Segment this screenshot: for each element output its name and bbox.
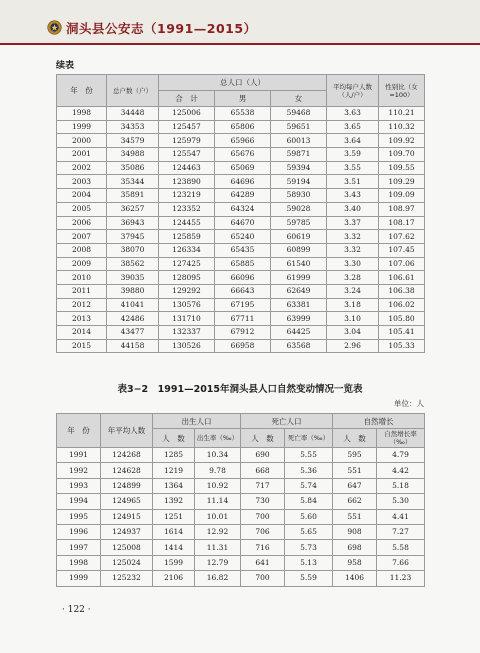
col-birth-count: 人 数 xyxy=(153,429,195,448)
table-row xyxy=(57,298,425,312)
table-row xyxy=(57,571,425,586)
table-cell: 2011 xyxy=(57,284,107,298)
table-cell: 12.79 xyxy=(195,555,241,570)
page-title: 洞头县公安志（1991—2015） xyxy=(66,21,257,36)
table-row xyxy=(57,202,425,216)
table-cell: 124455 xyxy=(159,216,215,230)
table-cell: 10.01 xyxy=(195,509,241,524)
table-cell: 106.61 xyxy=(379,271,425,285)
table-cell: 1996 xyxy=(57,524,101,539)
table-cell: 41041 xyxy=(107,298,159,312)
table-cell: 9.78 xyxy=(195,463,241,478)
table-row xyxy=(57,284,425,298)
table-cell: 67912 xyxy=(215,326,271,340)
table-row xyxy=(57,540,425,555)
table-cell: 1364 xyxy=(153,478,195,493)
table-cell: 3.55 xyxy=(327,161,379,175)
table-cell: 908 xyxy=(333,524,377,539)
table-cell: 67711 xyxy=(215,312,271,326)
table-cell: 3.37 xyxy=(327,216,379,230)
natural-change-table xyxy=(56,413,425,587)
table-cell: 2015 xyxy=(57,339,107,353)
table-cell: 125232 xyxy=(101,571,153,586)
col-male: 男 xyxy=(215,91,271,107)
table-cell: 105.33 xyxy=(379,339,425,353)
table-cell: 123890 xyxy=(159,175,215,189)
table-cell: 125979 xyxy=(159,134,215,148)
table-cell: 125024 xyxy=(101,555,153,570)
table-cell: 1285 xyxy=(153,448,195,463)
table-row xyxy=(57,463,425,478)
table-cell: 66958 xyxy=(215,339,271,353)
table-cell: 1251 xyxy=(153,509,195,524)
table-cell: 64696 xyxy=(215,175,271,189)
table-cell: 65069 xyxy=(215,161,271,175)
table-cell: 1599 xyxy=(153,555,195,570)
table-row xyxy=(57,524,425,539)
table-cell: 551 xyxy=(333,509,377,524)
table-cell: 65676 xyxy=(215,148,271,162)
table-cell: 641 xyxy=(241,555,285,570)
table-cell: 64425 xyxy=(271,326,327,340)
table-cell: 3.32 xyxy=(327,243,379,257)
table-cell: 2013 xyxy=(57,312,107,326)
table-cell: 668 xyxy=(241,463,285,478)
table-cell: 64324 xyxy=(215,202,271,216)
table-cell: 1614 xyxy=(153,524,195,539)
table-cell: 129292 xyxy=(159,284,215,298)
table-cell: 35891 xyxy=(107,189,159,203)
table-cell: 7.66 xyxy=(377,555,425,570)
table2-title: 表3−2 1991—2015年洞头县人口自然变动情况一览表 xyxy=(117,384,363,395)
table-cell: 5.74 xyxy=(285,478,333,493)
table-row xyxy=(57,148,425,162)
table-row xyxy=(57,230,425,244)
table-cell: 42486 xyxy=(107,312,159,326)
table-cell: 110.32 xyxy=(379,120,425,134)
col-death-rate: 死亡率（‰） xyxy=(285,429,333,448)
table-cell: 1995 xyxy=(57,509,101,524)
table-cell: 2014 xyxy=(57,326,107,340)
table-cell: 12.92 xyxy=(195,524,241,539)
table-cell: 11.23 xyxy=(377,571,425,586)
table-cell: 59651 xyxy=(271,120,327,134)
table-cell: 2009 xyxy=(57,257,107,271)
table-row xyxy=(57,175,425,189)
table-cell: 706 xyxy=(241,524,285,539)
table-cell: 690 xyxy=(241,448,285,463)
table-cell: 124965 xyxy=(101,494,153,509)
col-year: 年 份 xyxy=(57,414,101,448)
col-avg-per-household: 平均每户人数（人/户） xyxy=(327,75,379,107)
table-row xyxy=(57,216,425,230)
table-cell: 717 xyxy=(241,478,285,493)
table-cell: 60899 xyxy=(271,243,327,257)
table-cell: 3.28 xyxy=(327,271,379,285)
table-cell: 698 xyxy=(333,540,377,555)
table-cell: 65538 xyxy=(215,107,271,121)
table-cell: 36257 xyxy=(107,202,159,216)
table-row xyxy=(57,161,425,175)
table-cell: 44158 xyxy=(107,339,159,353)
table-cell: 5.30 xyxy=(377,494,425,509)
table-cell: 107.45 xyxy=(379,243,425,257)
table-cell: 59871 xyxy=(271,148,327,162)
table-cell: 3.40 xyxy=(327,202,379,216)
table-cell: 1392 xyxy=(153,494,195,509)
table-cell: 5.73 xyxy=(285,540,333,555)
table-row xyxy=(57,448,425,463)
table-cell: 5.13 xyxy=(285,555,333,570)
col-households: 总户数（户） xyxy=(107,75,159,107)
table-row xyxy=(57,478,425,493)
col-natural-rate: 自然增长率（‰） xyxy=(377,429,425,448)
table-cell: 65240 xyxy=(215,230,271,244)
table-cell: 105.41 xyxy=(379,326,425,340)
table-cell: 125006 xyxy=(159,107,215,121)
table-cell: 60619 xyxy=(271,230,327,244)
table-cell: 131710 xyxy=(159,312,215,326)
table-cell: 125547 xyxy=(159,148,215,162)
table-cell: 700 xyxy=(241,509,285,524)
table-cell: 124937 xyxy=(101,524,153,539)
table-cell: 59394 xyxy=(271,161,327,175)
table-cell: 106.02 xyxy=(379,298,425,312)
table-cell: 10.92 xyxy=(195,478,241,493)
table-cell: 43477 xyxy=(107,326,159,340)
table-cell: 3.32 xyxy=(327,230,379,244)
table-cell: 5.58 xyxy=(377,540,425,555)
table-cell: 126334 xyxy=(159,243,215,257)
table-cell: 551 xyxy=(333,463,377,478)
table-cell: 3.64 xyxy=(327,134,379,148)
col-sex-ratio: 性别比（女=100） xyxy=(379,75,425,107)
table-cell: 123352 xyxy=(159,202,215,216)
table-cell: 124915 xyxy=(101,509,153,524)
table-cell: 11.31 xyxy=(195,540,241,555)
table-cell: 2106 xyxy=(153,571,195,586)
table-row xyxy=(57,494,425,509)
table-cell: 38562 xyxy=(107,257,159,271)
table-cell: 3.51 xyxy=(327,175,379,189)
table-cell: 647 xyxy=(333,478,377,493)
table-row xyxy=(57,134,425,148)
population-table xyxy=(56,74,425,353)
table-row xyxy=(57,509,425,524)
table-cell: 124628 xyxy=(101,463,153,478)
table-cell: 2000 xyxy=(57,134,107,148)
table-cell: 124463 xyxy=(159,161,215,175)
table-cell: 127425 xyxy=(159,257,215,271)
table-cell: 61999 xyxy=(271,271,327,285)
col-population: 总人口（人） xyxy=(159,75,327,91)
table-cell: 34353 xyxy=(107,120,159,134)
table-row xyxy=(57,257,425,271)
table-cell: 716 xyxy=(241,540,285,555)
table-cell: 7.27 xyxy=(377,524,425,539)
table-cell: 66096 xyxy=(215,271,271,285)
unit-label: 单位：人 xyxy=(394,399,424,408)
table-cell: 1994 xyxy=(57,494,101,509)
table-cell: 1998 xyxy=(57,555,101,570)
table-cell: 109.70 xyxy=(379,148,425,162)
table-cell: 64670 xyxy=(215,216,271,230)
table-cell: 730 xyxy=(241,494,285,509)
col-birth-rate: 出生率（‰） xyxy=(195,429,241,448)
table-cell: 132337 xyxy=(159,326,215,340)
table-cell: 5.65 xyxy=(285,524,333,539)
table-cell: 35086 xyxy=(107,161,159,175)
col-natural-increase: 自然增长 xyxy=(333,414,425,429)
table-cell: 63381 xyxy=(271,298,327,312)
table-row xyxy=(57,189,425,203)
table-cell: 958 xyxy=(333,555,377,570)
table-cell: 3.10 xyxy=(327,312,379,326)
table-continued-label: 续表 xyxy=(56,61,75,71)
table-row xyxy=(57,312,425,326)
table-cell: 5.60 xyxy=(285,509,333,524)
table-cell: 61540 xyxy=(271,257,327,271)
table-cell: 4.42 xyxy=(377,463,425,478)
table-cell: 60013 xyxy=(271,134,327,148)
table-cell: 38070 xyxy=(107,243,159,257)
table-cell: 5.18 xyxy=(377,478,425,493)
table-cell: 34448 xyxy=(107,107,159,121)
table-cell: 107.06 xyxy=(379,257,425,271)
table-cell: 5.55 xyxy=(285,448,333,463)
table-cell: 1414 xyxy=(153,540,195,555)
table-cell: 3.30 xyxy=(327,257,379,271)
table-cell: 2001 xyxy=(57,148,107,162)
table-cell: 65885 xyxy=(215,257,271,271)
table-cell: 123219 xyxy=(159,189,215,203)
table-cell: 125859 xyxy=(159,230,215,244)
table-row xyxy=(57,243,425,257)
table-cell: 10.34 xyxy=(195,448,241,463)
table-cell: 1999 xyxy=(57,571,101,586)
table-cell: 662 xyxy=(333,494,377,509)
table-cell: 39035 xyxy=(107,271,159,285)
table-cell: 11.14 xyxy=(195,494,241,509)
col-year: 年 份 xyxy=(57,75,107,107)
table-cell: 124899 xyxy=(101,478,153,493)
table-cell: 67195 xyxy=(215,298,271,312)
table-cell: 2005 xyxy=(57,202,107,216)
header-rule xyxy=(0,43,480,45)
table-cell: 2003 xyxy=(57,175,107,189)
table-cell: 1991 xyxy=(57,448,101,463)
table-cell: 4.79 xyxy=(377,448,425,463)
col-total: 合 计 xyxy=(159,91,215,107)
table-cell: 2010 xyxy=(57,271,107,285)
table-row xyxy=(57,326,425,340)
table-cell: 37945 xyxy=(107,230,159,244)
table-cell: 63999 xyxy=(271,312,327,326)
table-cell: 130526 xyxy=(159,339,215,353)
table-cell: 105.80 xyxy=(379,312,425,326)
col-avg-pop: 年平均人数 xyxy=(101,414,153,448)
table-cell: 109.92 xyxy=(379,134,425,148)
table-cell: 2.96 xyxy=(327,339,379,353)
table-cell: 2006 xyxy=(57,216,107,230)
table-cell: 63568 xyxy=(271,339,327,353)
table-cell: 62649 xyxy=(271,284,327,298)
table-cell: 128095 xyxy=(159,271,215,285)
page-header xyxy=(0,0,480,44)
table-cell: 2012 xyxy=(57,298,107,312)
table-cell: 109.09 xyxy=(379,189,425,203)
col-female: 女 xyxy=(271,91,327,107)
table-cell: 2007 xyxy=(57,230,107,244)
table-cell: 700 xyxy=(241,571,285,586)
table-cell: 1992 xyxy=(57,463,101,478)
table-cell: 106.38 xyxy=(379,284,425,298)
table-cell: 1997 xyxy=(57,540,101,555)
table-cell: 64289 xyxy=(215,189,271,203)
table-cell: 108.17 xyxy=(379,216,425,230)
col-deaths: 死亡人口 xyxy=(241,414,333,429)
table-cell: 3.24 xyxy=(327,284,379,298)
table-cell: 3.18 xyxy=(327,298,379,312)
table-cell: 59468 xyxy=(271,107,327,121)
table-cell: 107.62 xyxy=(379,230,425,244)
table-cell: 39880 xyxy=(107,284,159,298)
table-cell: 65435 xyxy=(215,243,271,257)
table-cell: 5.36 xyxy=(285,463,333,478)
table-cell: 16.82 xyxy=(195,571,241,586)
police-emblem-icon xyxy=(47,20,62,35)
page-number: · 122 · xyxy=(62,605,91,615)
table-cell: 59028 xyxy=(271,202,327,216)
table-row xyxy=(57,271,425,285)
table-cell: 1406 xyxy=(333,571,377,586)
table-cell: 66643 xyxy=(215,284,271,298)
table-cell: 35344 xyxy=(107,175,159,189)
table-cell: 58930 xyxy=(271,189,327,203)
table-cell: 34988 xyxy=(107,148,159,162)
table-row xyxy=(57,555,425,570)
table-cell: 34579 xyxy=(107,134,159,148)
table-cell: 3.65 xyxy=(327,120,379,134)
table-row xyxy=(57,107,425,121)
table-cell: 65806 xyxy=(215,120,271,134)
col-natural-count: 人 数 xyxy=(333,429,377,448)
table-cell: 109.55 xyxy=(379,161,425,175)
table-cell: 5.59 xyxy=(285,571,333,586)
table-cell: 130576 xyxy=(159,298,215,312)
table-cell: 1993 xyxy=(57,478,101,493)
table-cell: 595 xyxy=(333,448,377,463)
table-cell: 108.97 xyxy=(379,202,425,216)
col-death-count: 人 数 xyxy=(241,429,285,448)
table-cell: 3.63 xyxy=(327,107,379,121)
table-cell: 1219 xyxy=(153,463,195,478)
table-cell: 1999 xyxy=(57,120,107,134)
table-cell: 36943 xyxy=(107,216,159,230)
table-row xyxy=(57,339,425,353)
table-cell: 2008 xyxy=(57,243,107,257)
table-cell: 3.04 xyxy=(327,326,379,340)
table-cell: 109.29 xyxy=(379,175,425,189)
col-births: 出生人口 xyxy=(153,414,241,429)
table-cell: 124268 xyxy=(101,448,153,463)
table-cell: 3.59 xyxy=(327,148,379,162)
table-cell: 2002 xyxy=(57,161,107,175)
table-cell: 1998 xyxy=(57,107,107,121)
table-cell: 125008 xyxy=(101,540,153,555)
table-cell: 59194 xyxy=(271,175,327,189)
table-cell: 2004 xyxy=(57,189,107,203)
table-cell: 3.43 xyxy=(327,189,379,203)
table-cell: 5.84 xyxy=(285,494,333,509)
table-cell: 110.21 xyxy=(379,107,425,121)
table-row xyxy=(57,120,425,134)
table-cell: 65966 xyxy=(215,134,271,148)
table-cell: 59785 xyxy=(271,216,327,230)
table-cell: 125457 xyxy=(159,120,215,134)
table-cell: 4.41 xyxy=(377,509,425,524)
